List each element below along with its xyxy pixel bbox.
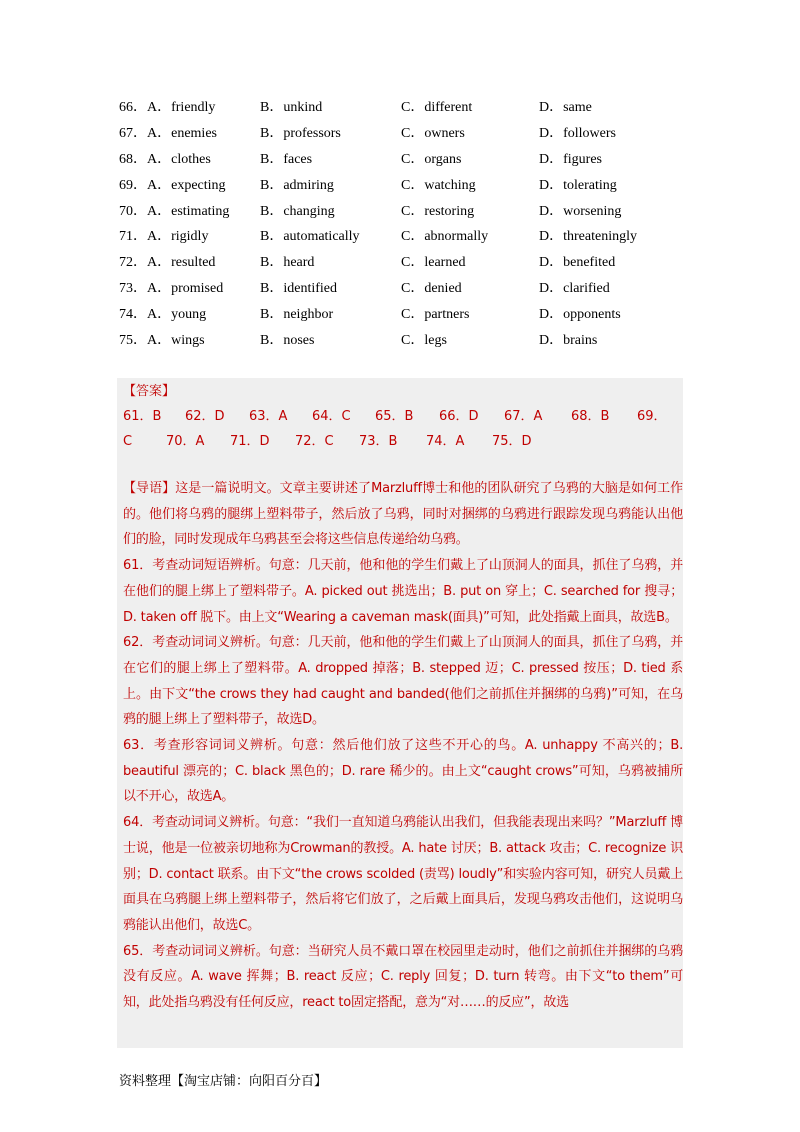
option-row-71 (119, 222, 699, 248)
option-row-69 (119, 171, 699, 197)
answer-key: 70．A (166, 434, 205, 449)
option-d: D．figures (539, 151, 602, 167)
option-d: D．clarified (539, 281, 610, 297)
option-b: B．automatically (260, 229, 360, 245)
answer-key: 65．B (375, 409, 414, 424)
option-row-68 (119, 145, 699, 171)
option-row-70 (119, 197, 699, 223)
answer-key: 74．A (426, 434, 465, 449)
explanation-61: 61．考查动词短语辨析。句意：几天前，他和他的学生们戴上了山顶洞人的面具，抓住了乌鸦，并在他们的腿上绑上了塑料带子。A. picked out 挑选出；B. put on 穿上；C. searched for 搜寻；D. taken off 脱下。由上文“Wearing a caveman mask(面具)”可知，此处指戴上面具，故选B。 (123, 558, 683, 625)
option-a: 66．A．friendly (119, 99, 216, 115)
explanation-64: 64．考查动词词义辨析。句意：“我们一直知道乌鸦能认出我们，但我能表现出来吗？”Marzluff 博士说，他是一位被亲切地称为Crowman的教授。A. hate 讨厌；B. attack 攻击；C. recognize 识别；D. contact 联系。由下文“the crows scolded (责骂) loudly”和实验内容可知，研究人员戴上面具在乌鸦腿上绑上塑料带子，然后将它们放了，之后戴上面具后，发现乌鸦攻击他们，这说明乌鸦能认出他们，故选C。 (123, 815, 683, 933)
explanation-intro: 【导语】这是一篇说明文。文章主要讲述了Marzluff博士和他的团队研究了乌鸦的大脑是如何工作的。他们将乌鸦的腿绑上塑料带子，然后放了乌鸦，同时对捆绑的乌鸦进行跟踪发现乌鸦能认出他们的脸，同时发现成年乌鸦甚至会将这些信息传递给幼乌鸦。 (123, 481, 683, 548)
answer-key: 75．D (492, 434, 532, 449)
option-a: 68．A．clothes (119, 151, 211, 167)
answer-key: 63．A (249, 409, 288, 424)
option-a: 72．A．resulted (119, 255, 216, 271)
explanation-63: 63．考查形容词词义辨析。句意：然后他们放了这些不开心的鸟。A. unhappy 不高兴的；B. beautiful 漂亮的；C. black 黑色的；D. rare 稀少的。由上文“caught crows”可知，乌鸦被捕所以不开心，故选A。 (123, 738, 683, 805)
explanation-text (123, 476, 683, 1016)
option-row-74 (119, 300, 699, 326)
explanation-62: 62．考查动词词义辨析。句意：几天前，他和他的学生们戴上了山顶洞人的面具，抓住了乌鸦，并在它们的腿上绑上了塑料带。A. dropped 掉落；B. stepped 迈；C. pressed 按压；D. tied 系上。由下文“the crows they had caught and banded(他们之前抓住并捆绑的乌鸦)”可知，在乌鸦的腿上绑上了塑料带子，故选D。 (123, 635, 683, 728)
option-d: D．followers (539, 125, 616, 141)
answer-key: 72．C (295, 434, 334, 449)
option-b: B．unkind (260, 99, 323, 115)
option-d: D．tolerating (539, 177, 617, 193)
answer-key: 66．D (439, 409, 479, 424)
option-b: B．noses (260, 332, 315, 348)
option-d: D．same (539, 99, 592, 115)
option-d: D．threateningly (539, 229, 637, 245)
option-c: C．legs (401, 332, 447, 348)
answer-key: 73．B (359, 434, 398, 449)
option-b: B．admiring (260, 177, 334, 193)
option-row-66 (119, 93, 699, 119)
option-d: D．opponents (539, 307, 621, 323)
answer-key: 64．C (312, 409, 351, 424)
option-c: C．different (401, 99, 473, 115)
option-a: 75．A．wings (119, 332, 205, 348)
option-a: 70．A．estimating (119, 203, 230, 219)
option-b: B．changing (260, 203, 335, 219)
option-a: 67．A．enemies (119, 125, 217, 141)
explanation-65: 65．考查动词词义辨析。句意：当研究人员不戴口罩在校园里走动时，他们之前抓住并捆绑的乌鸦没有反应。A. wave 挥舞；B. react 反应；C. reply 回复；D. turn 转弯。由下文“to them”可知，此处指乌鸦没有任何反应，react to固定搭配，意为“对……的反应”，故选 (123, 943, 683, 1011)
answer-key-line-1 (123, 407, 683, 427)
answer-title: 【答案】 (123, 384, 176, 399)
option-c: C．watching (401, 177, 476, 193)
answer-key: 71．D (230, 434, 270, 449)
option-c: C．learned (401, 255, 466, 271)
answer-key: 69． (637, 409, 667, 424)
option-a: 69．A．expecting (119, 177, 226, 193)
option-a: 73．A．promised (119, 281, 224, 297)
answer-key: 67．A (504, 409, 543, 424)
option-c: C．abnormally (401, 229, 489, 245)
answer-key-line-2 (123, 432, 683, 452)
answer-section (117, 378, 683, 1048)
answer-key: C (123, 434, 133, 449)
option-row-73 (119, 274, 699, 300)
options-table (119, 93, 699, 352)
option-b: B．heard (260, 255, 315, 271)
option-a: 74．A．young (119, 307, 207, 323)
option-row-72 (119, 248, 699, 274)
option-c: C．restoring (401, 203, 475, 219)
option-d: D．benefited (539, 255, 616, 271)
option-c: C．partners (401, 307, 470, 323)
option-c: C．owners (401, 125, 465, 141)
option-c: C．denied (401, 281, 462, 297)
option-a: 71．A．rigidly (119, 229, 209, 245)
answer-key: 62．D (185, 409, 225, 424)
answer-key: 68．B (571, 409, 610, 424)
option-b: B．identified (260, 281, 337, 297)
option-b: B．faces (260, 151, 313, 167)
page-footer: 资料整理【淘宝店铺：向阳百分百】 (119, 1074, 328, 1089)
option-b: B．neighbor (260, 307, 334, 323)
option-c: C．organs (401, 151, 462, 167)
option-b: B．professors (260, 125, 341, 141)
option-d: D．worsening (539, 203, 622, 219)
option-row-75 (119, 326, 699, 352)
option-d: D．brains (539, 332, 598, 348)
option-row-67 (119, 119, 699, 145)
answer-key: 61．B (123, 409, 162, 424)
